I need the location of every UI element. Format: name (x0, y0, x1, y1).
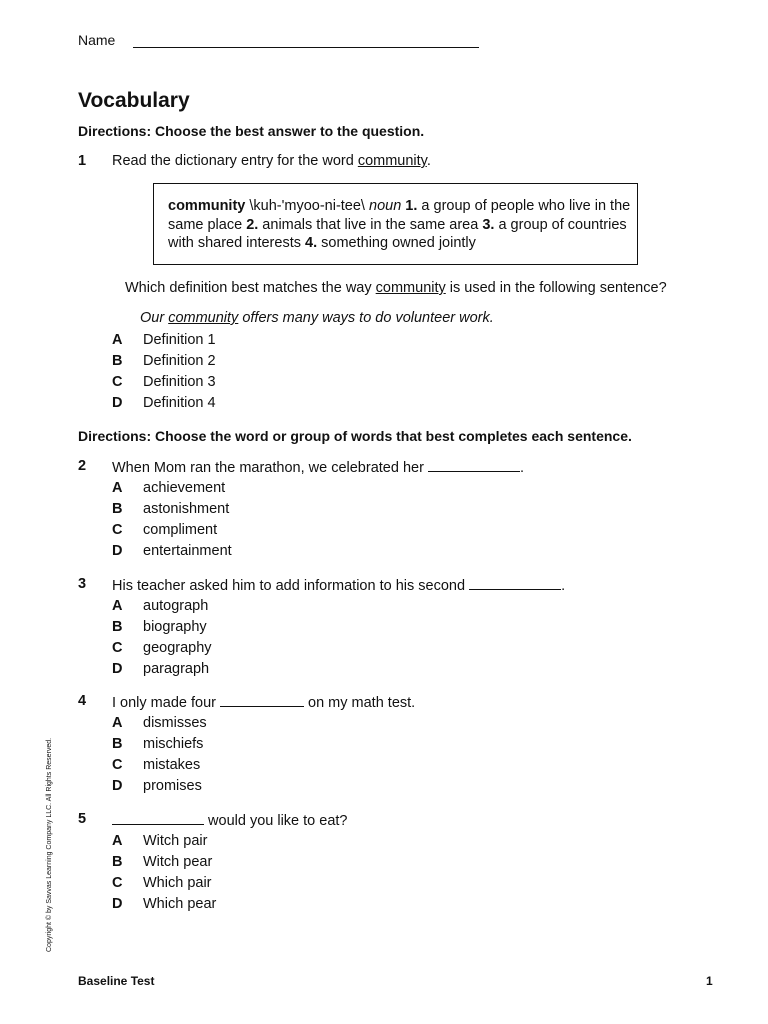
footer-title: Baseline Test (78, 974, 155, 988)
copyright-notice: Copyright © by Savvas Learning Company LLC. All Rights Reserved. (46, 737, 53, 952)
answer-blank (469, 576, 561, 590)
directions-2: Directions: Choose the word or group of words that best completes each sentence. (78, 428, 632, 444)
question-1-sentence: Our community offers many ways to do volunteer work. (140, 310, 494, 326)
question-1-number: 1 (78, 153, 87, 169)
question-2-number: 2 (78, 458, 87, 474)
question-5-text: would you like to eat? (112, 811, 347, 829)
page-number: 1 (706, 974, 713, 988)
question-4-text: I only made four on my math test. (112, 695, 416, 711)
dictionary-entry: community \kuh-'myoo-ni-tee\ noun 1. a group of people who live in the same place 2. animals that live in the same area 3. a group of countries with shared interests 4. something owned jointly (168, 198, 631, 251)
question-5-number: 5 (78, 811, 87, 827)
question-3-text: His teacher asked him to add information to his second . (112, 578, 566, 594)
question-3-number: 3 (78, 576, 87, 592)
name-field-line[interactable] (133, 47, 479, 48)
question-1-prompt: Which definition best matches the way community is used in the following sentence? (125, 280, 667, 296)
question-2-text: When Mom ran the marathon, we celebrated her . (112, 460, 524, 476)
answer-blank (428, 458, 520, 472)
name-label: Name (78, 32, 116, 48)
answer-blank (220, 693, 304, 707)
target-word: community (357, 153, 427, 169)
page-title: Vocabulary (78, 89, 190, 112)
question-4-number: 4 (78, 693, 87, 709)
answer-blank (112, 811, 204, 825)
entry-headword: community (168, 198, 246, 214)
directions-1: Directions: Choose the best answer to the question. (78, 123, 425, 139)
question-1-text: Read the dictionary entry for the word community. (112, 153, 431, 169)
